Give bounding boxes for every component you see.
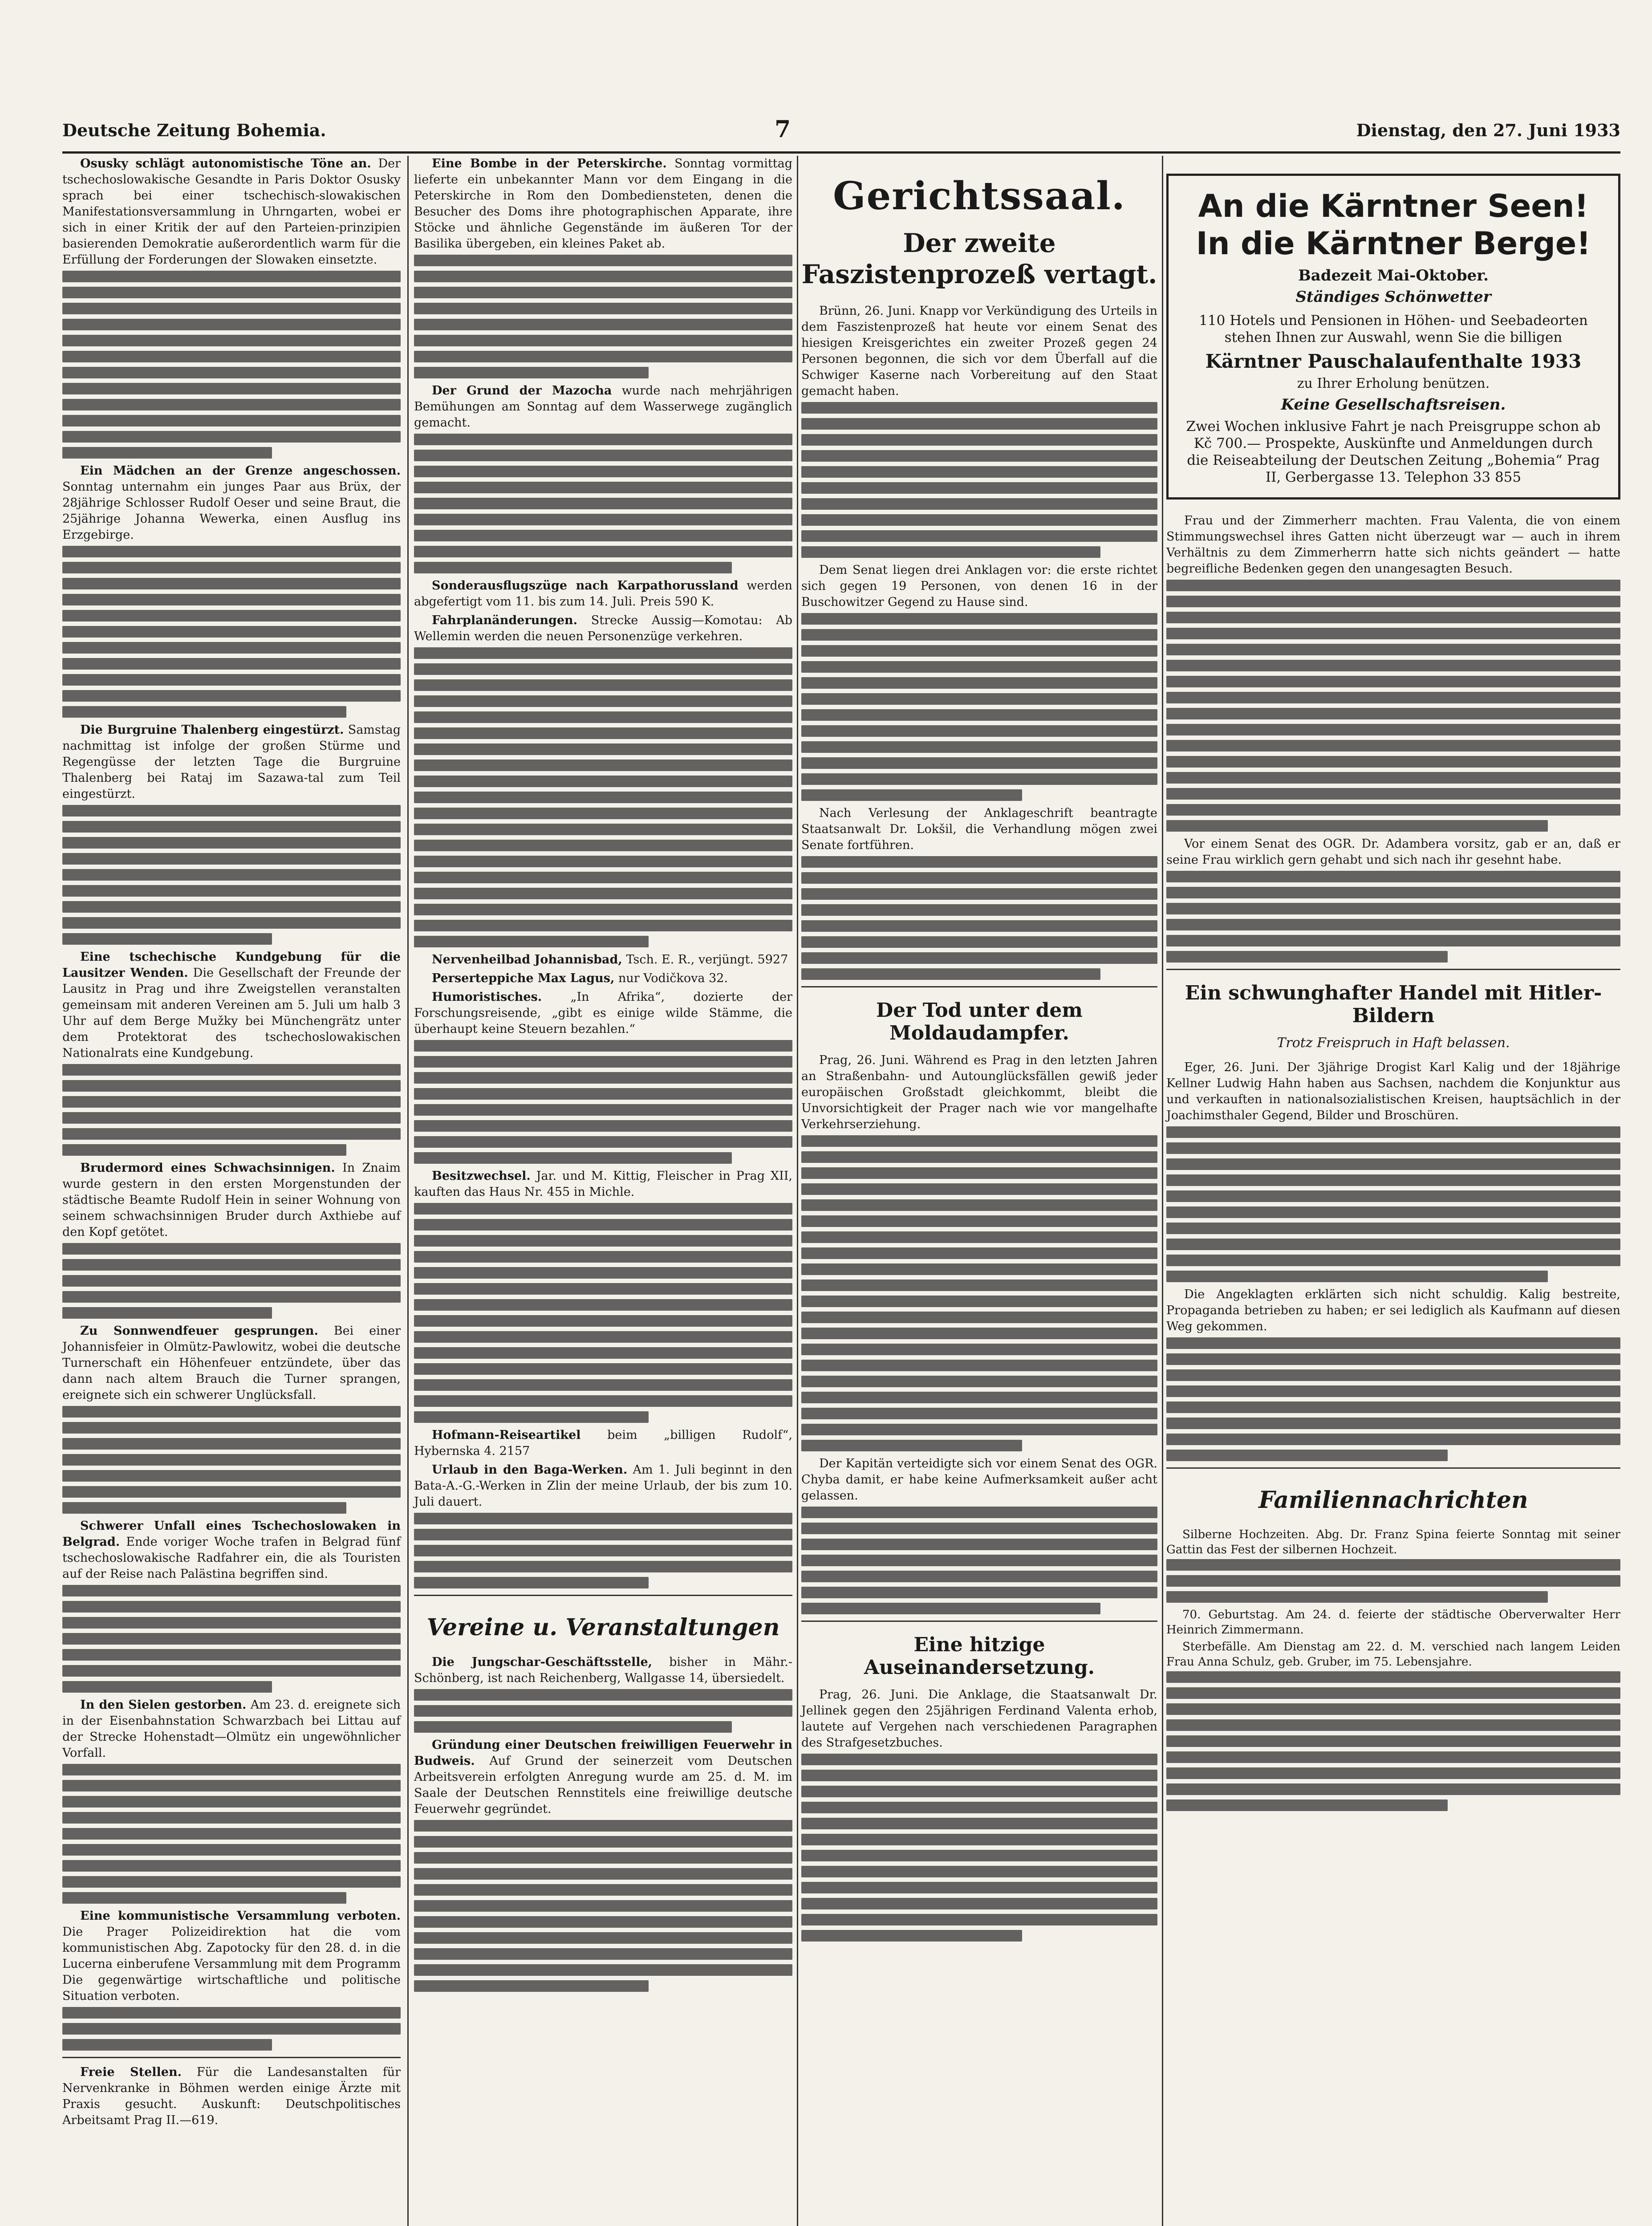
news-item-heading: Eine tschechische Kundgebung für die Lausitzer Wenden. xyxy=(62,950,401,980)
ad-season: Badezeit Mai-Oktober. xyxy=(1298,267,1489,284)
news-item-heading: Gründung einer Deutschen freiwilligen Feuerwehr in Budweis. xyxy=(414,1738,792,1768)
news-item-heading: Die Burgruine Thalenberg eingestürzt. xyxy=(80,723,344,737)
separator-line xyxy=(62,2057,401,2058)
text-block xyxy=(1166,580,1620,832)
news-item-text: Der tschechoslowakische Gesandte in Paris Doktor Osusky sprach bei einer tschechisch-slowakischen Manifestationsversammlung in Uhrngarten, wobei er sich in einer Kritik der auf den Parteien-prinzipien basierenden Demokratie außerordentlich warm für die Erfüllung der Forderungen der Slowaken einsetzte. xyxy=(62,157,401,267)
text-block xyxy=(1166,1671,1620,1811)
news-item-heading: Nervenheilbad Johannisbad, xyxy=(432,953,622,967)
text-block xyxy=(62,271,401,459)
news-item-heading: Schwerer Unfall eines Tschechoslowaken in Belgrad. xyxy=(62,1519,401,1549)
news-item xyxy=(62,949,401,1061)
section-heading-familiennachrichten: Familiennachrichten xyxy=(1258,1487,1528,1514)
news-item-heading: Fahrplanänderungen. xyxy=(432,613,578,627)
news-item xyxy=(414,156,792,252)
text-block xyxy=(414,1820,792,1992)
news-item-heading: Osusky schlägt autonomistische Töne an. xyxy=(80,157,371,171)
family-notice: 70. Geburtstag. Am 24. d. feierte der städtische Oberverwalter Herr Heinrich Zimmermann. xyxy=(1166,1608,1620,1637)
news-item-text: Am 1. Juli beginnt in den Bata-A.-G.-Werken in Zlin der meine Urlaub, der bis zum 10. Juli dauert. xyxy=(414,1463,792,1509)
news-item-heading: In den Sielen gestorben. xyxy=(80,1698,247,1712)
text-block xyxy=(62,546,401,718)
news-item xyxy=(414,1737,792,1817)
travel-advertisement xyxy=(1166,174,1620,500)
news-item-heading: Der Grund der Mazocha xyxy=(432,384,612,398)
text-block xyxy=(62,1243,401,1319)
section-title-gerichtssaal: Gerichtssaal. xyxy=(833,174,1126,219)
news-item-text: Sonntag unternahm ein junges Paar aus Brüx, der 28jährige Schlosser Rudolf Oeser und seine Braut, die 25jährige Johanna Wewerka, einen Ausflug ins Erzgebirge. xyxy=(62,480,401,542)
column-divider xyxy=(407,156,409,2226)
news-item xyxy=(414,383,792,431)
separator-line xyxy=(801,986,1157,987)
page-number: 7 xyxy=(775,116,791,143)
newspaper-name: Deutsche Zeitung Bohemia. xyxy=(62,120,326,140)
text-block xyxy=(62,805,401,945)
issue-date: Dienstag, den 27. Juni 1933 xyxy=(1356,120,1620,140)
ad-weather: Ständiges Schönwetter xyxy=(1295,288,1491,306)
ad-contact: Zwei Wochen inklusive Fahrt je nach Preisgruppe schon ab Kč 700.— Prospekte, Auskünfte und Anmeldungen durch die Reiseabteilung der Deutschen Zeitung „Bohemia“ Prag II, Gerbergasse 13. Telephon 33 855 xyxy=(1186,418,1601,485)
news-item xyxy=(62,1160,401,1240)
news-item-text: nur Vodičkova 32. xyxy=(618,971,728,985)
text-block xyxy=(414,1203,792,1423)
news-item xyxy=(414,578,792,610)
ad-body: zu Ihrer Erholung benützen. xyxy=(1297,376,1490,391)
news-item-text: In Znaim wurde gestern in den ersten Morgenstunden der städtische Beamte Rudolf Hein in seiner Wohnung von seinem schwachsinnigen Bruder durch Axthiebe auf den Kopf getötet. xyxy=(62,1161,401,1239)
column-divider xyxy=(1162,156,1163,2226)
news-item-text: bisher in Mähr.-Schönberg, ist nach Reichenberg, Wallgasse 14, übersiedelt. xyxy=(414,1655,792,1685)
text-block xyxy=(414,1040,792,1164)
news-item xyxy=(62,2064,401,2129)
news-item xyxy=(62,156,401,268)
news-item-heading: Urlaub in den Baga-Werken. xyxy=(432,1463,628,1477)
text-block xyxy=(801,1507,1157,1614)
text-block xyxy=(801,1135,1157,1451)
news-item xyxy=(414,971,792,987)
news-item-text: Tsch. E. R., verjüngt. 5927 xyxy=(626,953,788,967)
news-item xyxy=(62,722,401,802)
text-block xyxy=(62,1064,401,1156)
article-text: Nach Verlesung der Anklageschrift beantragte Staatsanwalt Dr. Lokšil, die Verhandlung mögen zwei Senate fortführen. xyxy=(801,806,1157,852)
article-text: Prag, 26. Juni. Während es Prag in den letzten Jahren an Straßenbahn- und Autounglücksfällen gewiß jeder europäischen Großstadt gleichkommt, bleibt die Unvorsichtigkeit der Prager nach wie vor mangelhafte Verkehrserziehung. xyxy=(801,1053,1157,1131)
article-text: Frau und der Zimmerherr machten. Frau Valenta, die von einem Stimmungswechsel ihres Gatten nicht überzeugt war — auch in ihrem Verhältnis zu dem Zimmerherrn hatte sich nichts geändert — hatte begreifliche Bedenken gegen den unangesagten Besuch. xyxy=(1166,514,1620,576)
article-text: Die Angeklagten erklärten sich nicht schuldig. Kalig bestreite, Propaganda betrieben zu haben; er sei lediglich als Kaufmann auf diesen Weg gekommen. xyxy=(1166,1288,1620,1333)
text-block xyxy=(62,1764,401,1904)
text-block xyxy=(62,1585,401,1693)
news-item xyxy=(414,1462,792,1510)
article-text: Brünn, 26. Juni. Knapp vor Verkündigung des Urteils in dem Faszistenprozeß hat heute vor einem Senat des hiesigen Kreisgerichtes ein zweiter Prozeß gegen 24 Personen begonnen, die sich vor dem Überfall auf die Schwiger Kaserne nach Vorbereitung auf den Staat gemacht haben. xyxy=(801,304,1157,398)
news-item-text: Samstag nachmittag ist infolge der großen Stürme und Regengüsse der letzten Tage die Burgruine Thalenberg bei Rataj im Sazawa-tal zum Teil eingestürzt. xyxy=(62,723,401,801)
news-item-heading: Eine Bombe in der Peterskirche. xyxy=(432,157,667,171)
news-item-heading: Perserteppiche Max Lagus, xyxy=(432,971,615,985)
text-block xyxy=(414,1689,792,1733)
text-block xyxy=(62,2007,401,2051)
news-item xyxy=(414,989,792,1037)
article-text: Dem Senat liegen drei Anklagen vor: die erste richtet sich gegen 19 Personen, von denen 16 in der Buschowitzer Gegend zu Hause sind. xyxy=(801,563,1157,609)
article-title: Der Tod unter dem Moldaudampfer. xyxy=(876,999,1083,1044)
news-item-text: Am 23. d. ereignete sich in der Eisenbahnstation Schwarzbach bei Littau auf der Strecke Hohenstadt—Olmütz ein ungewöhnlicher Vorfall. xyxy=(62,1698,401,1760)
text-block xyxy=(1166,1559,1620,1603)
article-title: Der zweite Faszistenprozeß vertagt. xyxy=(801,228,1157,289)
header-rule xyxy=(62,151,1620,154)
news-item-heading: Die Jungschar-Geschäftsstelle, xyxy=(432,1655,653,1669)
page-header xyxy=(62,116,1620,147)
news-item-text: „In Afrika“, dozierte der Forschungsreisende, „gibt es einige wilde Stämme, die überhaupt keine Steuern bezahlen.“ xyxy=(414,990,792,1036)
news-item xyxy=(62,1323,401,1403)
news-item-heading: Eine kommunistische Versammlung verboten. xyxy=(80,1909,401,1923)
separator-line xyxy=(1166,1467,1620,1469)
column-3 xyxy=(801,156,1157,1946)
family-notice: Sterbefälle. Am Dienstag am 22. d. M. verschied nach langem Leiden Frau Anna Schulz, geb. Gruber, im 75. Lebensjahre. xyxy=(1166,1640,1620,1669)
text-block xyxy=(801,402,1157,558)
ad-note: Keine Gesellschaftsreisen. xyxy=(1281,396,1506,414)
text-block xyxy=(414,434,792,573)
news-item-text: Für die Landesanstalten für Nervenkranke in Böhmen werden einige Ärzte mit Praxis gesucht. Auskunft: Deutschpolitisches Arbeitsamt Prag II.—619. xyxy=(62,2065,401,2127)
text-block xyxy=(1166,1126,1620,1282)
text-block xyxy=(414,1513,792,1588)
news-item-text: Ende voriger Woche trafen in Belgrad fünf tschechoslowakische Radfahrer ein, die als Touristen auf der Reise nach Palästina begriffen sind. xyxy=(62,1535,401,1581)
article-text: Vor einem Senat des OGR. Dr. Adambera vorsitz, gab er an, daß er seine Frau wirklich gern gehabt und sich nach ihr gesehnt habe. xyxy=(1166,837,1620,867)
separator-line xyxy=(1166,969,1620,970)
news-item-text: Die Prager Polizeidirektion hat die vom kommunistischen Abg. Zapotocky für den 28. d. in die Lucerna einberufene Versammlung mit dem Programm Die gegenwärtige wirtschaftliche und politische Situation verboten. xyxy=(62,1925,401,2003)
news-item-heading: Zu Sonnwendfeuer gesprungen. xyxy=(80,1324,318,1338)
news-item-text: Die Gesellschaft der Freunde der Lausitz in Prag und ihre Zweigstellen veranstalten gemeinsam mit anderen Vereinen am 5. Juli um halb 3 Uhr auf dem Berge Mužky bei Münchengrätz unter dem Protektorat des tschechoslowakischen Nationalrats eine Kundgebung. xyxy=(62,966,401,1060)
news-item-heading: Ein Mädchen an der Grenze angeschossen. xyxy=(80,464,401,478)
news-item xyxy=(62,463,401,543)
news-item-text: beim „billigen Rudolf“, Hybernska 4. 2157 xyxy=(414,1428,792,1458)
article-text: Prag, 26. Juni. Die Anklage, die Staatsanwalt Dr. Jellinek gegen den 25jährigen Ferdinand Valenta erhob, lautete auf Vergehen nach verschiedenen Paragraphen des Strafgesetzbuches. xyxy=(801,1688,1157,1750)
text-block xyxy=(414,255,792,378)
text-block xyxy=(801,613,1157,801)
column-1 xyxy=(62,156,401,2131)
news-item xyxy=(414,1168,792,1200)
text-block xyxy=(801,856,1157,980)
news-item-heading: Hofmann-Reiseartikel xyxy=(432,1428,581,1442)
news-item xyxy=(62,1697,401,1761)
section-heading-vereine: Vereine u. Veranstaltungen xyxy=(426,1614,780,1641)
ad-body: 110 Hotels und Pensionen in Höhen- und Seebadeorten stehen Ihnen zur Auswahl, wenn Sie die billigen xyxy=(1199,313,1588,345)
family-notice: Silberne Hochzeiten. Abg. Dr. Franz Spina feierte Sonntag mit seiner Gattin das Fest der silbernen Hochzeit. xyxy=(1166,1528,1620,1556)
news-item-heading: Humoristisches. xyxy=(432,990,542,1004)
text-block xyxy=(62,1406,401,1514)
news-item-text: Strecke Aussig—Komotau: Ab Wellemin werden die neuen Personenzüge verkehren. xyxy=(414,613,792,643)
news-item-heading: Besitzwechsel. xyxy=(432,1169,531,1183)
news-item-text: Jar. und M. Kittig, Fleischer in Prag XII, kauften das Haus Nr. 455 in Michle. xyxy=(414,1169,792,1199)
ad-headline: An die Kärntner Seen! xyxy=(1198,188,1589,224)
news-item xyxy=(414,1427,792,1459)
column-divider xyxy=(797,156,798,2226)
news-item-heading: Freie Stellen. xyxy=(80,2065,182,2079)
news-item-heading: Sonderausflugszüge nach Karpathorussland xyxy=(432,579,739,593)
text-block xyxy=(1166,1337,1620,1461)
news-item-text: Auf Grund der seinerzeit vom Deutschen Arbeitsverein erfolgten Anregung wurde am 25. d. M. im Saale der Deutschen Rennstitels eine freiwillige deutsche Feuerwehr gegründet. xyxy=(414,1754,792,1816)
separator-line xyxy=(414,1595,792,1596)
article-title: Ein schwunghafter Handel mit Hitler-Bildern xyxy=(1185,982,1602,1027)
news-item-text: wurde nach mehrjährigen Bemühungen am Sonntag auf dem Wasserwege zugänglich gemacht. xyxy=(414,384,792,430)
news-item-heading: Brudermord eines Schwachsinnigen. xyxy=(80,1161,335,1175)
article-text: Der Kapitän verteidigte sich vor einem Senat des OGR. Chyba damit, er habe keine Aufmerksamkeit außer acht gelassen. xyxy=(801,1457,1157,1503)
article-title: Eine hitzige Auseinandersetzung. xyxy=(864,1633,1095,1679)
news-item xyxy=(414,952,792,968)
ad-offer: Kärntner Pauschalaufenthalte 1933 xyxy=(1205,350,1582,372)
separator-line xyxy=(801,1621,1157,1622)
text-block xyxy=(801,1754,1157,1942)
column-2 xyxy=(414,156,792,1996)
ad-headline: In die Kärntner Berge! xyxy=(1196,225,1591,262)
article-text: Eger, 26. Juni. Der 3jährige Drogist Karl Kalig und der 18jährige Kellner Ludwig Hahn haben aus Sachsen, nachdem die Konjunktur aus und verkauften in nationalsozialistischen Kreisen, hauptsächlich in der Joachimsthaler Gegend, Bilder und Broschüren. xyxy=(1166,1060,1620,1122)
news-item xyxy=(62,1518,401,1582)
news-item-text: Sonntag vormittag lieferte ein unbekannter Mann vor dem Eingang in die Peterskirche in Rom den Dombediensteten, denen die Besucher des Doms ihre photographischen Apparate, ihre Stöcke und ähnliche Gegenstände im äußeren Tor der Basilika übergeben, ein kleines Paket ab. xyxy=(414,157,792,251)
news-item xyxy=(414,613,792,645)
column-4 xyxy=(1166,156,1620,1816)
news-item-text: werden abgefertigt vom 11. bis zum 14. Juli. Preis 590 K. xyxy=(414,579,792,609)
text-block xyxy=(1166,871,1620,963)
news-item xyxy=(62,1908,401,2004)
news-item-text: Bei einer Johannisfeier in Olmütz-Pawlowitz, wobei die deutsche Turnerschaft ein Höhenfeuer entzündete, über das dann nach altem Brauch die Turner sprangen, ereignete sich ein schwerer Unglücksfall. xyxy=(62,1324,401,1402)
text-block xyxy=(414,647,792,947)
news-item xyxy=(414,1654,792,1686)
article-subtitle: Trotz Freispruch in Haft belassen. xyxy=(1277,1035,1510,1051)
